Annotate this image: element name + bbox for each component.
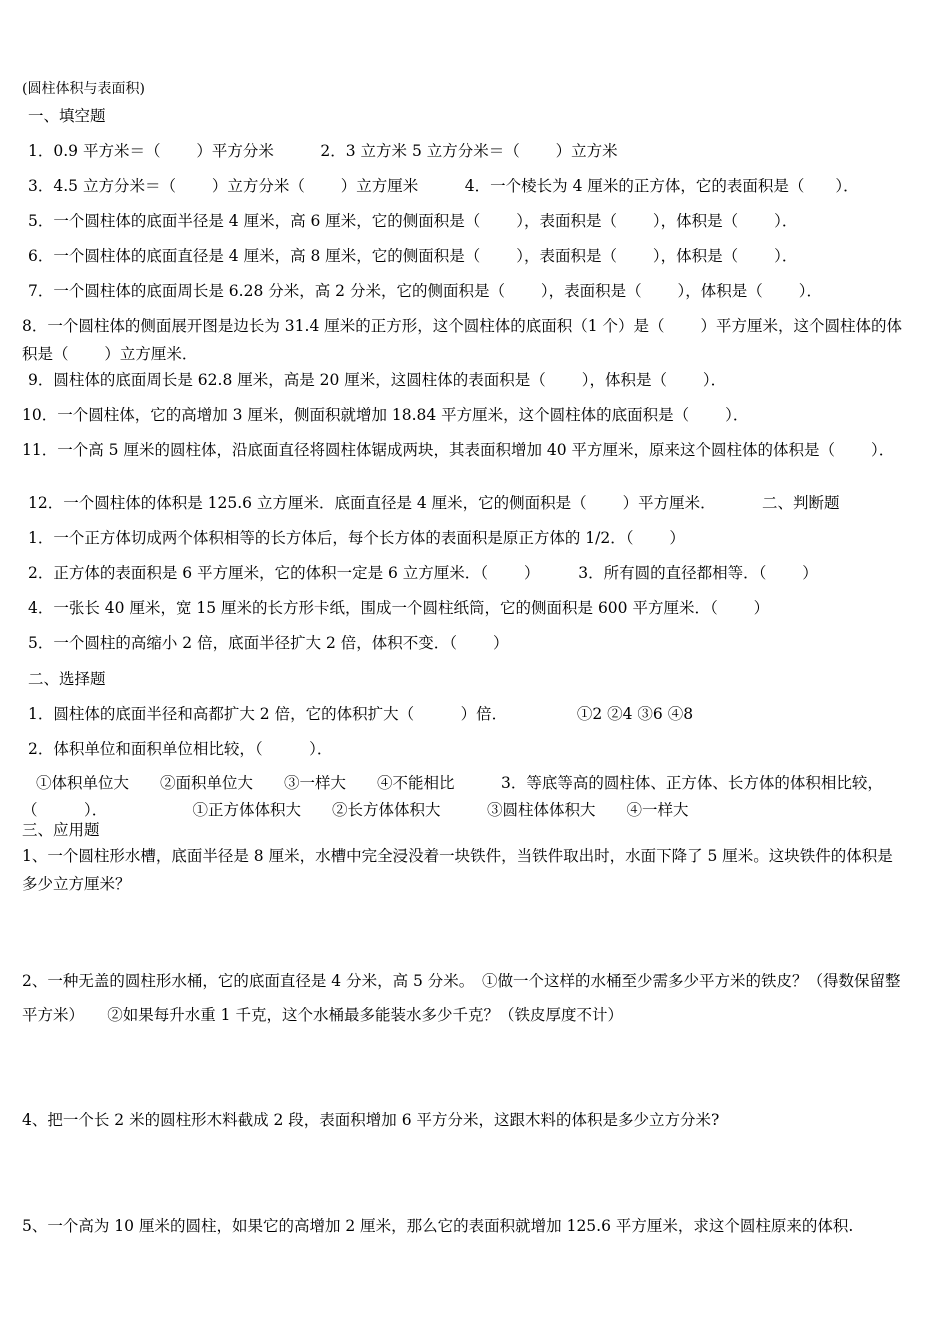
choice-item-1: 1．圆柱体的底面半径和高都扩大 2 倍，它的体积扩大（ ）倍． ①2 ②4 ③6 ④8 [28, 705, 694, 723]
apply-item-1: 1、一个圆柱形水槽，底面半径是 8 厘米，水槽中完全浸没着一块铁件，当铁件取出时，水面下降了 5 厘米。这块铁件的体积是多少立方厘米？ [22, 847, 893, 893]
apply-item-2: 2、一种无盖的圆柱形水桶，它的底面直径是 4 分米，高 5 分米。 ①做一个这样的水桶至少需多少平方米的铁皮？（得数保留整平方米） ②如果每升水重 1 千克，这个水桶最多能装水多少千克？（铁皮厚度不计） [22, 972, 901, 1024]
fill-item-12: 12．一个圆柱体的体积是 125.6 立方厘米．底面直径是 4 厘米，它的侧面积是（ ）平方厘米． [28, 494, 716, 512]
fill-item-10: 10．一个圆柱体，它的高增加 3 厘米，侧面积就增加 18.84 平方厘米，这个圆柱体的底面积是（ ）． [22, 406, 749, 424]
fill-item-11: 11．一个高 5 厘米的圆柱体，沿底面直径将圆柱体锯成两块，其表面积增加 40 平方厘米，原来这个圆柱体的体积是（ ）． [22, 441, 895, 459]
judge-item-5: 5．一个圆柱的高缩小 2 倍，底面半径扩大 2 倍，体积不变．（ ） [28, 634, 509, 652]
fill-item-5: 5．一个圆柱体的底面半径是 4 厘米，高 6 厘米，它的侧面积是（ ），表面积是（ ），体积是（ ）． [28, 212, 798, 230]
page-title: (圆柱体积与表面积) [22, 81, 145, 97]
fill-item-3: 3．4.5 立方分米＝（ ）立方分米（ ）立方厘米 4．一个棱长为 4 厘米的正方体，它的表面积是（ ）． [28, 177, 859, 195]
judge-item-1: 1．一个正方体切成两个体积相等的长方体后，每个长方体的表面积是原正方体的 1/2．（ ） [28, 529, 685, 547]
judge-item-4: 4．一张长 40 厘米，宽 15 厘米的长方形卡纸，围成一个圆柱纸筒，它的侧面积是 600 平方厘米．（ ） [28, 599, 770, 617]
section-heading-apply: 三、应用题 [22, 821, 100, 839]
fill-item-9: 9．圆柱体的底面周长是 62.8 厘米，高是 20 厘米，这圆柱体的表面积是（ ），体积是（ ）． [28, 371, 727, 389]
judge-item-2: 2．正方体的表面积是 6 平方厘米，它的体积一定是 6 立方厘米．（ ） 3．所有圆的直径都相等．（ ） [28, 564, 818, 582]
section-heading-judge: 二、判断题 [762, 494, 840, 512]
choice-item-2-options-and-item-3: ①体积单位大 ②面积单位大 ③一样大 ④不能相比 3．等底等高的圆柱体、正方体、长方体的体积相比较，（ ）． ①正方体体积大 ②长方体体积大 ③圆柱体体积大 ④一样大 [22, 774, 883, 819]
section-heading-choice: 二、选择题 [28, 670, 106, 688]
fill-item-1: 1．0.9 平方米＝（ ）平方分米 2．3 立方米 5 立方分米＝（ ）立方米 [28, 142, 618, 160]
fill-item-6: 6．一个圆柱体的底面直径是 4 厘米，高 8 厘米，它的侧面积是（ ），表面积是（ ），体积是（ ）． [28, 247, 798, 265]
choice-item-2: 2．体积单位和面积单位相比较，（ ）． [28, 740, 333, 758]
apply-item-4: 4、把一个长 2 米的圆柱形木料截成 2 段，表面积增加 6 平方分米，这跟木料的体积是多少立方分米? [22, 1111, 720, 1129]
fill-item-8: 8．一个圆柱体的侧面展开图是边长为 31.4 厘米的正方形，这个圆柱体的底面积（1 个）是（ ）平方厘米，这个圆柱体的体积是（ ）立方厘米． [22, 317, 902, 363]
fill-item-7: 7．一个圆柱体的底面周长是 6.28 分米，高 2 分米，它的侧面积是（ ），表面积是（ ），体积是（ ）． [28, 282, 822, 300]
section-heading-fill: 一、填空题 [28, 107, 106, 125]
apply-item-5: 5、一个高为 10 厘米的圆柱，如果它的高增加 2 厘米，那么它的表面积就增加 125.6 平方厘米，求这个圆柱原来的体积. [22, 1217, 854, 1235]
